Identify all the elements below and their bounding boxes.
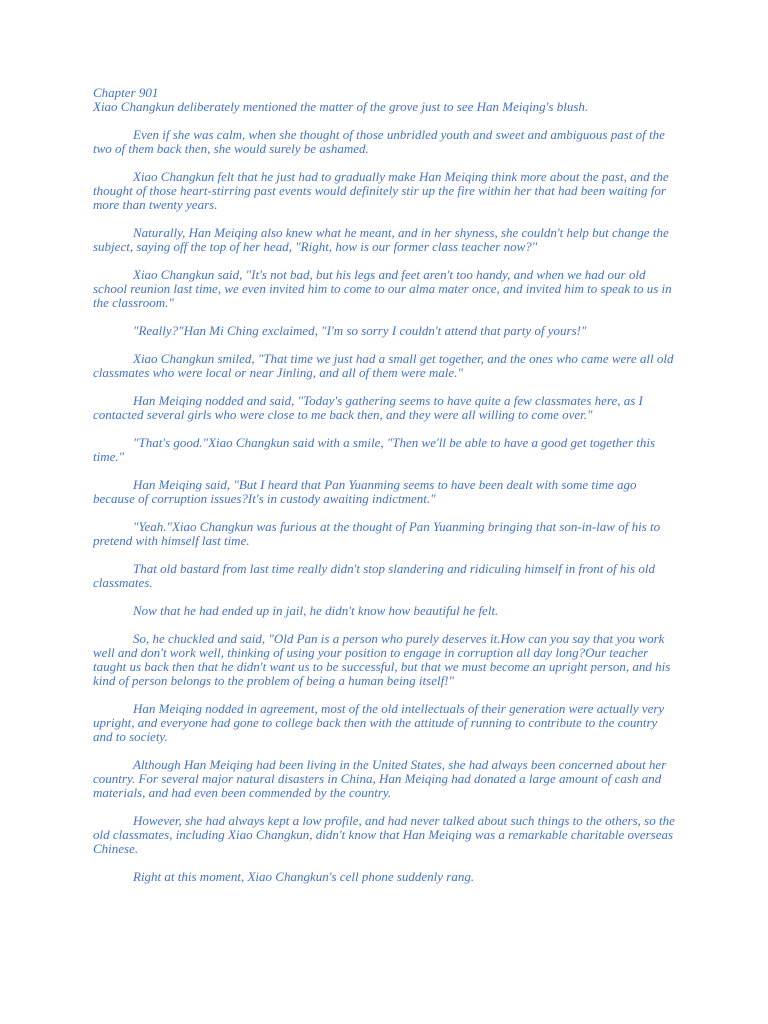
paragraph: Xiao Changkun felt that he just had to gradually make Han Meiqing think more about the past, and the thought of those heart-stirring past events would definitely stir up the fire within her that had been waiting for more than twenty years. bbox=[93, 169, 669, 212]
document-page bbox=[93, 86, 675, 884]
paragraph: Xiao Changkun said, "It's not bad, but his legs and feet aren't too handy, and when we had our old school reunion last time, we even invited him to come to our alma mater once, and invited him to speak to us in the classroom." bbox=[93, 267, 672, 310]
paragraph: So, he chuckled and said, "Old Pan is a person who purely deserves it.How can you say that you work well and don't work well, thinking of using your position to engage in corruption all day long?Our teacher taught us back then that he didn't want us to be successful, but that we must become an upright person, and his kind of person belongs to the problem of being a human being itself!" bbox=[93, 631, 671, 688]
paragraph-gap bbox=[93, 114, 675, 128]
paragraph-gap bbox=[93, 548, 675, 562]
paragraph-gap bbox=[93, 590, 675, 604]
paragraph: Han Meiqing nodded and said, "Today's gathering seems to have quite a few classmates here, as I contacted several girls who were close to me back then, and they were all willing to come over." bbox=[93, 393, 643, 422]
paragraph-gap bbox=[93, 800, 675, 814]
paragraph-gap bbox=[93, 856, 675, 870]
paragraph: "That's good."Xiao Changkun said with a smile, "Then we'll be able to have a good get together this time." bbox=[93, 435, 656, 464]
paragraph-gap bbox=[93, 212, 675, 226]
paragraph: Even if she was calm, when she thought of those unbridled youth and sweet and ambiguous past of the two of them back then, she would surely be ashamed. bbox=[93, 127, 665, 156]
paragraph: Now that he had ended up in jail, he didn't know how beautiful he felt. bbox=[133, 603, 499, 618]
chapter-title: Chapter 901 bbox=[93, 85, 159, 100]
paragraph: "Really?"Han Mi Ching exclaimed, "I'm so sorry I couldn't attend that party of yours!" bbox=[133, 323, 587, 338]
paragraph-gap bbox=[93, 618, 675, 632]
paragraph: Han Meiqing nodded in agreement, most of the old intellectuals of their generation were actually very upright, and everyone had gone to college back then with the attitude of running to contribute to the country and to society. bbox=[93, 701, 665, 744]
paragraph-gap bbox=[93, 380, 675, 394]
paragraph-gap bbox=[93, 688, 675, 702]
paragraph: Han Meiqing said, "But I heard that Pan Yuanming seems to have been dealt with some time ago because of corruption issues?It's in custody awaiting indictment." bbox=[93, 477, 637, 506]
first-line: Xiao Changkun deliberately mentioned the matter of the grove just to see Han Meiqing's blush. bbox=[93, 99, 589, 114]
paragraph-gap bbox=[93, 254, 675, 268]
paragraph-gap bbox=[93, 506, 675, 520]
paragraph-gap bbox=[93, 310, 675, 324]
paragraph-gap bbox=[93, 744, 675, 758]
paragraph: Naturally, Han Meiqing also knew what he meant, and in her shyness, she couldn't help but change the subject, saying off the top of her head, "Right, how is our former class teacher now?" bbox=[93, 225, 669, 254]
paragraph: However, she had always kept a low profile, and had never talked about such things to the others, so the old classmates, including Xiao Changkun, didn't know that Han Meiqing was a remarkable charitable overseas Chinese. bbox=[93, 813, 675, 856]
paragraph: "Yeah."Xiao Changkun was furious at the thought of Pan Yuanming bringing that son-in-law of his to pretend with himself last time. bbox=[93, 519, 661, 548]
paragraph-gap bbox=[93, 422, 675, 436]
paragraph-gap bbox=[93, 464, 675, 478]
paragraph-gap bbox=[93, 156, 675, 170]
paragraph: Right at this moment, Xiao Changkun's cell phone suddenly rang. bbox=[133, 869, 475, 884]
paragraph: That old bastard from last time really didn't stop slandering and ridiculing himself in front of his old classmates. bbox=[93, 561, 655, 590]
paragraph-gap bbox=[93, 338, 675, 352]
paragraph: Xiao Changkun smiled, "That time we just had a small get together, and the ones who came were all old classmates who were local or near Jinling, and all of them were male." bbox=[93, 351, 674, 380]
paragraph: Although Han Meiqing had been living in the United States, she had always been concerned about her country. For several major natural disasters in China, Han Meiqing had donated a large amount of cash and materials, and had even been commended by the country. bbox=[93, 757, 667, 800]
